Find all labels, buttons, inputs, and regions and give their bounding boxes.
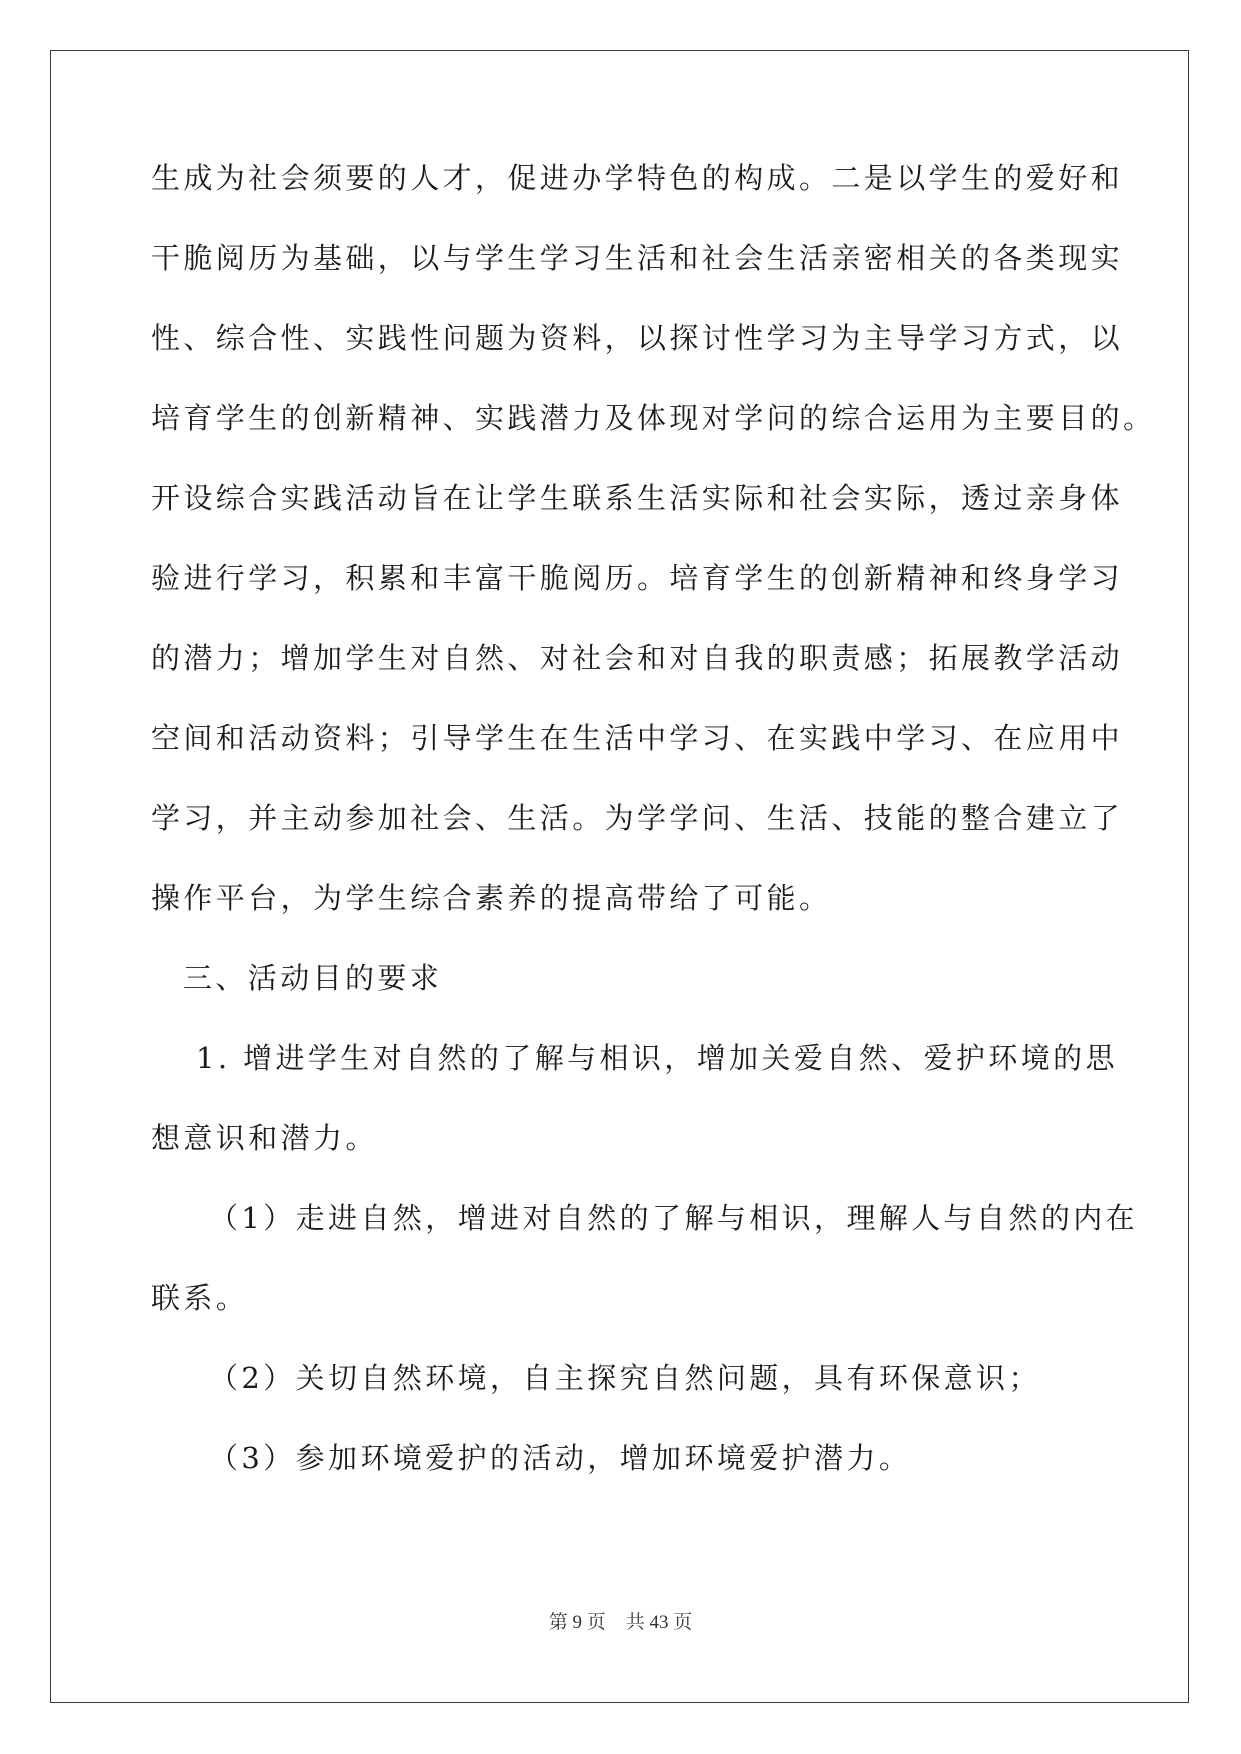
text-line: 开设综合实践活动旨在让学生联系生活实际和社会实际，透过亲身体 [151,481,1124,515]
text-line: 1. 增进学生对自然的了解与相识，增加关爱自然、爱护环境的思 [196,1041,1118,1075]
text-line: 的潜力；增加学生对自然、对社会和对自我的职责感；拓展教学活动 [151,641,1124,675]
text-line: 验进行学习，积累和丰富干脆阅历。培育学生的创新精神和终身学习 [151,561,1124,595]
text-line: 培育学生的创新精神、实践潜力及体现对学问的综合运用为主要目的。 [151,401,1156,435]
text-line: 性、综合性、实践性问题为资料，以探讨性学习为主导学习方式，以 [151,321,1124,355]
text-line: 学习，并主动参加社会、生活。为学学问、生活、技能的整合建立了 [151,801,1124,835]
text-line: （1）走进自然，增进对自然的了解与相识，理解人与自然的内在 [209,1201,1139,1235]
section-heading: 三、活动目的要求 [183,961,443,995]
page-number: 第 9 页 [548,1612,606,1633]
text-line: 空间和活动资料；引导学生在生活中学习、在实践中学习、在应用中 [151,721,1124,755]
text-line: （2）关切自然环境，自主探究自然问题，具有环保意识； [209,1361,1041,1395]
text-line: 联系。 [151,1281,249,1315]
page-footer [0,1607,1241,1634]
text-line: （3）参加环境爱护的活动，增加环境爱护潜力。 [209,1441,912,1475]
text-line: 生成为社会须要的人才，促进办学特色的构成。二是以学生的爱好和 [151,161,1124,195]
page-total: 共 43 页 [625,1612,693,1633]
text-line: 操作平台，为学生综合素养的提高带给了可能。 [151,881,832,915]
text-line: 想意识和潜力。 [151,1121,378,1155]
text-line: 干脆阅历为基础，以与学生学习生活和社会生活亲密相关的各类现实 [151,241,1124,275]
